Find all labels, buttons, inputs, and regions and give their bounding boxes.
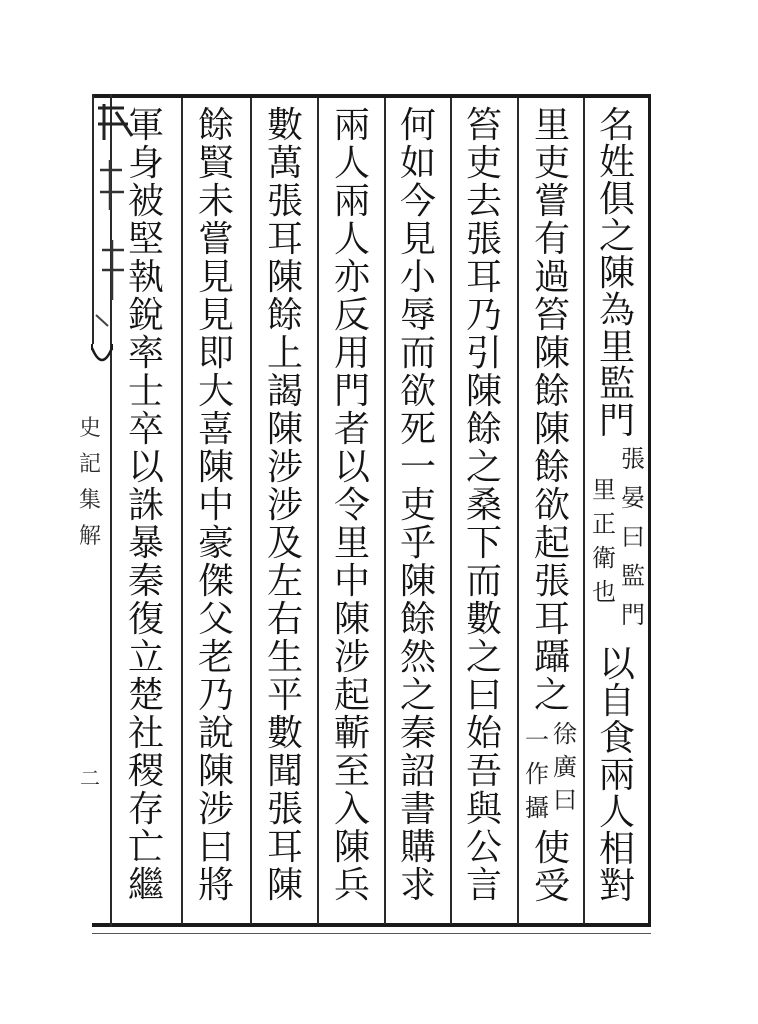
glyph: 將 xyxy=(198,865,235,906)
glyph: 陳 xyxy=(267,865,304,906)
glyph: 書 xyxy=(400,789,437,830)
glyph: 陳 xyxy=(534,333,571,374)
glyph: 即 xyxy=(198,333,235,374)
glyph: 執 xyxy=(128,257,165,298)
glyph: 監 xyxy=(621,562,645,590)
glyph: 與 xyxy=(466,789,503,830)
glyph: 人 xyxy=(599,792,636,833)
glyph: 曰 xyxy=(621,523,645,551)
glyph: 詔 xyxy=(400,751,437,792)
glyph: 萬 xyxy=(267,143,304,184)
glyph: 用 xyxy=(334,333,371,374)
glyph: 如 xyxy=(400,143,437,184)
glyph: 餘 xyxy=(267,295,304,336)
glyph: 父 xyxy=(198,599,235,640)
glyph: 反 xyxy=(334,295,371,336)
glyph: 及 xyxy=(267,523,304,564)
glyph: 兩 xyxy=(599,755,636,796)
glyph: 說 xyxy=(198,713,235,754)
column-divider xyxy=(583,98,585,924)
glyph: 見 xyxy=(198,295,235,336)
glyph: 曰 xyxy=(466,675,503,716)
glyph: 稷 xyxy=(128,751,165,792)
glyph: 吏 xyxy=(534,143,571,184)
glyph: 乎 xyxy=(400,523,437,564)
glyph: 有 xyxy=(534,219,571,260)
glyph: 者 xyxy=(334,409,371,450)
glyph: 門 xyxy=(621,601,645,629)
glyph: 張 xyxy=(267,181,304,222)
glyph: 涉 xyxy=(267,485,304,526)
glyph: 至 xyxy=(334,751,371,792)
glyph: 社 xyxy=(128,713,165,754)
glyph: 之 xyxy=(466,637,503,678)
glyph: 正 xyxy=(592,510,616,538)
glyph: 之 xyxy=(534,675,571,716)
glyph: 集 xyxy=(79,488,102,513)
glyph: 解 xyxy=(79,524,102,549)
glyph: 中 xyxy=(334,561,371,602)
glyph: 里 xyxy=(599,327,636,368)
glyph: 受 xyxy=(534,866,571,907)
glyph: 誅 xyxy=(128,485,165,526)
glyph: 張 xyxy=(466,219,503,260)
glyph: 數 xyxy=(267,713,304,754)
glyph: 門 xyxy=(599,401,636,442)
frame-bottom-border xyxy=(92,923,651,927)
glyph: 張 xyxy=(267,789,304,830)
glyph: 耳 xyxy=(466,257,503,298)
glyph: 餘 xyxy=(534,447,571,488)
glyph: 而 xyxy=(466,561,503,602)
glyph: 陳 xyxy=(267,409,304,450)
glyph: 一 xyxy=(400,447,437,488)
glyph: 笞 xyxy=(534,295,571,336)
glyph: 兵 xyxy=(334,865,371,906)
glyph: 名 xyxy=(599,105,636,146)
glyph: 然 xyxy=(400,637,437,678)
glyph: 攝 xyxy=(525,794,549,822)
glyph: 陳 xyxy=(534,409,571,450)
glyph: 陳 xyxy=(334,827,371,868)
glyph: 耳 xyxy=(534,599,571,640)
glyph: 聞 xyxy=(267,751,304,792)
glyph: 為 xyxy=(599,290,636,331)
glyph: 晏 xyxy=(621,484,645,512)
glyph: 左 xyxy=(267,561,304,602)
glyph: 自 xyxy=(599,681,636,722)
glyph: 涉 xyxy=(334,637,371,678)
glyph: 立 xyxy=(128,637,165,678)
glyph: 耳 xyxy=(267,827,304,868)
glyph: 張 xyxy=(621,445,645,473)
glyph: 求 xyxy=(400,865,437,906)
glyph: 去 xyxy=(466,181,503,222)
glyph: 餘 xyxy=(198,105,235,146)
glyph: 嘗 xyxy=(198,219,235,260)
glyph: 食 xyxy=(599,718,636,759)
glyph: 令 xyxy=(334,485,371,526)
glyph: 楚 xyxy=(128,675,165,716)
column-divider xyxy=(384,98,386,924)
glyph: 陳 xyxy=(198,751,235,792)
glyph: 謁 xyxy=(267,371,304,412)
glyph: 見 xyxy=(198,257,235,298)
glyph: 豪 xyxy=(198,523,235,564)
glyph: 欲 xyxy=(400,371,437,412)
glyph: 陳 xyxy=(334,599,371,640)
glyph: 姓 xyxy=(599,142,636,183)
glyph: 暴 xyxy=(128,523,165,564)
glyph: 購 xyxy=(400,827,437,868)
glyph: 涉 xyxy=(198,789,235,830)
fish-tail-mark xyxy=(90,342,114,378)
frame-top-border xyxy=(92,94,651,98)
glyph: 笞 xyxy=(466,105,503,146)
glyph: 使 xyxy=(534,828,571,869)
glyph: 大 xyxy=(198,371,235,412)
glyph: 之 xyxy=(400,675,437,716)
glyph: 見 xyxy=(400,219,437,260)
glyph: 亡 xyxy=(128,827,165,868)
glyph: 士 xyxy=(128,371,165,412)
glyph: 之 xyxy=(466,447,503,488)
glyph: 入 xyxy=(334,789,371,830)
glyph: 之 xyxy=(599,216,636,257)
glyph: 公 xyxy=(466,827,503,868)
glyph: 徐 xyxy=(553,720,577,748)
glyph: 小 xyxy=(400,257,437,298)
glyph: 蘄 xyxy=(334,713,371,754)
glyph: 俱 xyxy=(599,179,636,220)
glyph: 吏 xyxy=(400,485,437,526)
glyph: 躡 xyxy=(534,637,571,678)
glyph: 餘 xyxy=(534,371,571,412)
column-divider xyxy=(517,98,519,924)
glyph: 吾 xyxy=(466,751,503,792)
glyph: 監 xyxy=(599,364,636,405)
column-divider xyxy=(317,98,319,924)
glyph: 里 xyxy=(334,523,371,564)
glyph: 衛 xyxy=(592,544,616,572)
glyph: 生 xyxy=(267,637,304,678)
glyph: 嘗 xyxy=(534,181,571,222)
glyph: 乃 xyxy=(198,675,235,716)
glyph: 欲 xyxy=(534,485,571,526)
glyph: 一 xyxy=(525,726,549,754)
glyph: 以 xyxy=(128,447,165,488)
glyph: 繼 xyxy=(128,865,165,906)
glyph: 老 xyxy=(198,637,235,678)
glyph: 涉 xyxy=(267,447,304,488)
glyph: 數 xyxy=(267,105,304,146)
glyph: 記 xyxy=(79,452,102,477)
glyph: 右 xyxy=(267,599,304,640)
glyph: 堅 xyxy=(128,219,165,260)
glyph: 復 xyxy=(128,599,165,640)
glyph: 里 xyxy=(534,105,571,146)
glyph: 辱 xyxy=(400,295,437,336)
glyph: 乃 xyxy=(466,295,503,336)
glyph: 存 xyxy=(128,789,165,830)
glyph: 喜 xyxy=(198,409,235,450)
glyph: 亦 xyxy=(334,257,371,298)
glyph: 未 xyxy=(198,181,235,222)
glyph: 餘 xyxy=(466,409,503,450)
glyph: 里 xyxy=(592,476,616,504)
glyph: 陳 xyxy=(267,257,304,298)
column-divider xyxy=(181,98,183,924)
glyph: 起 xyxy=(334,675,371,716)
glyph: 對 xyxy=(599,866,636,907)
frame-bottom-outer-line xyxy=(92,933,651,934)
glyph: 人 xyxy=(334,219,371,260)
glyph: 廣 xyxy=(553,753,577,781)
glyph: 死 xyxy=(400,409,437,450)
glyph: 作 xyxy=(525,760,549,788)
glyph: 傑 xyxy=(198,561,235,602)
glyph: 張 xyxy=(534,561,571,602)
glyph: 中 xyxy=(198,485,235,526)
glyph: 陳 xyxy=(599,253,636,294)
glyph: 二 xyxy=(80,766,100,790)
glyph: 史 xyxy=(79,416,102,441)
frame-right-border xyxy=(648,94,651,927)
glyph: 身 xyxy=(128,143,165,184)
glyph: 何 xyxy=(400,105,437,146)
glyph: 數 xyxy=(466,599,503,640)
glyph: 賢 xyxy=(198,143,235,184)
glyph: 下 xyxy=(466,523,503,564)
column-divider xyxy=(250,98,252,924)
glyph: 卒 xyxy=(128,409,165,450)
glyph: 過 xyxy=(534,257,571,298)
glyph: 秦 xyxy=(128,561,165,602)
glyph: 銳 xyxy=(128,295,165,336)
glyph: 以 xyxy=(599,644,636,685)
glyph: 軍 xyxy=(128,105,165,146)
glyph: 引 xyxy=(466,333,503,374)
glyph: 吏 xyxy=(466,143,503,184)
glyph: 曰 xyxy=(198,827,235,868)
glyph: 桑 xyxy=(466,485,503,526)
glyph: 人 xyxy=(334,143,371,184)
glyph: 率 xyxy=(128,333,165,374)
glyph: 也 xyxy=(592,578,616,606)
column-divider xyxy=(450,98,452,924)
glyph: 陳 xyxy=(466,371,503,412)
glyph: 上 xyxy=(267,333,304,374)
glyph: 兩 xyxy=(334,105,371,146)
glyph: 秦 xyxy=(400,713,437,754)
glyph: 陳 xyxy=(198,447,235,488)
glyph: 兩 xyxy=(334,181,371,222)
glyph: 今 xyxy=(400,181,437,222)
glyph: 被 xyxy=(128,181,165,222)
glyph: 而 xyxy=(400,333,437,374)
glyph: 門 xyxy=(334,371,371,412)
glyph: 始 xyxy=(466,713,503,754)
glyph: 起 xyxy=(534,523,571,564)
glyph: 以 xyxy=(334,447,371,488)
glyph: 相 xyxy=(599,829,636,870)
glyph: 陳 xyxy=(400,561,437,602)
glyph: 平 xyxy=(267,675,304,716)
glyph: 言 xyxy=(466,865,503,906)
glyph: 餘 xyxy=(400,599,437,640)
glyph: 耳 xyxy=(267,219,304,260)
glyph: 曰 xyxy=(553,786,577,814)
